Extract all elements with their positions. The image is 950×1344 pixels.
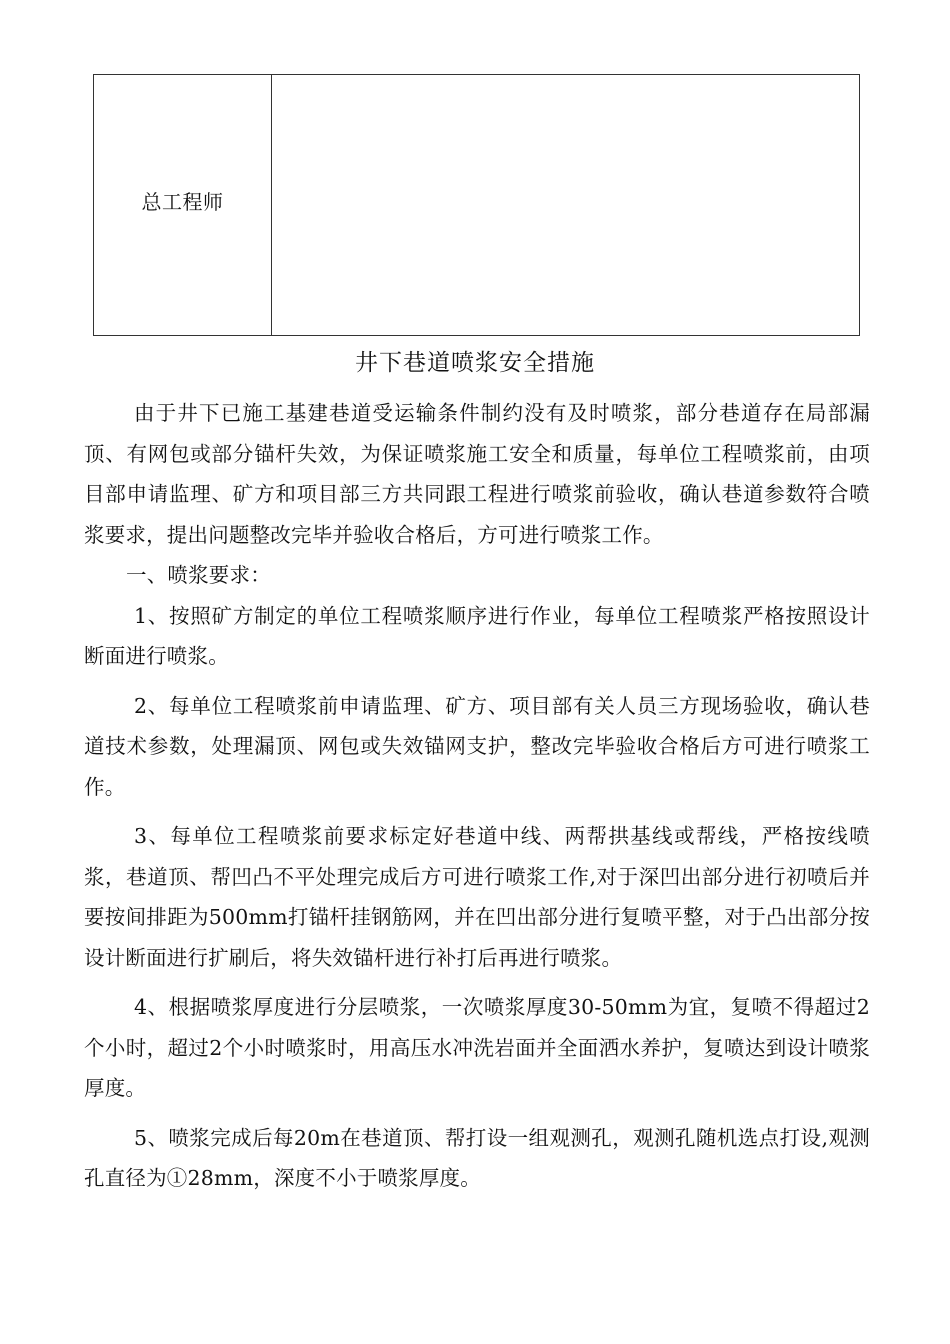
requirement-item-1: 1、按照矿方制定的单位工程喷浆顺序进行作业，每单位工程喷浆严格按照设计断面进行喷浆。: [84, 603, 870, 668]
document-title: 井下巷道喷浆安全措施: [355, 350, 595, 376]
document-body: [84, 393, 870, 1199]
section-heading: 一、喷浆要求：: [126, 563, 271, 587]
requirement-item-4: 4、根据喷浆厚度进行分层喷浆，一次喷浆厚度30-50mm为宜，复喷不得超过2个小时，超过2个小时喷浆时，用高压水冲洗岩面并全面洒水养护，复喷达到设计喷浆厚度。: [84, 995, 870, 1100]
signoff-table: [93, 74, 860, 336]
intro-paragraph: 由于井下已施工基建巷道受运输条件制约没有及时喷浆，部分巷道存在局部漏顶、有网包或部分锚杆失效，为保证喷浆施工安全和质量，每单位工程喷浆前，由项目部申请监理、矿方和项目部三方共同跟工程进行喷浆前验收，确认巷道参数符合喷浆要求，提出问题整改完毕并验收合格后，方可进行喷浆工作。: [84, 401, 870, 547]
signoff-label-cell: [94, 75, 272, 335]
chief-engineer-label: 总工程师: [141, 189, 224, 214]
requirement-item-3: 3、每单位工程喷浆前要求标定好巷道中线、两帮拱基线或帮线，严格按线喷浆，巷道顶、帮凹凸不平处理完成后方可进行喷浆工作,对于深凹出部分进行初喷后并要按间排距为500mm打锚杆挂钢筋网，并在凹出部分进行复喷平整，对于凸出部分按设计断面进行扩刷后，将失效锚杆进行补打后再进行喷浆。: [84, 824, 870, 970]
requirement-item-5: 5、喷浆完成后每20m在巷道顶、帮打设一组观测孔，观测孔随机选点打设,观测孔直径为①28mm，深度不小于喷浆厚度。: [84, 1125, 870, 1190]
requirement-item-2: 2、每单位工程喷浆前申请监理、矿方、项目部有关人员三方现场验收，确认巷道技术参数，处理漏顶、网包或失效锚网支护，整改完毕验收合格后方可进行喷浆工作。: [84, 693, 870, 799]
signoff-signature-cell: [272, 75, 859, 335]
